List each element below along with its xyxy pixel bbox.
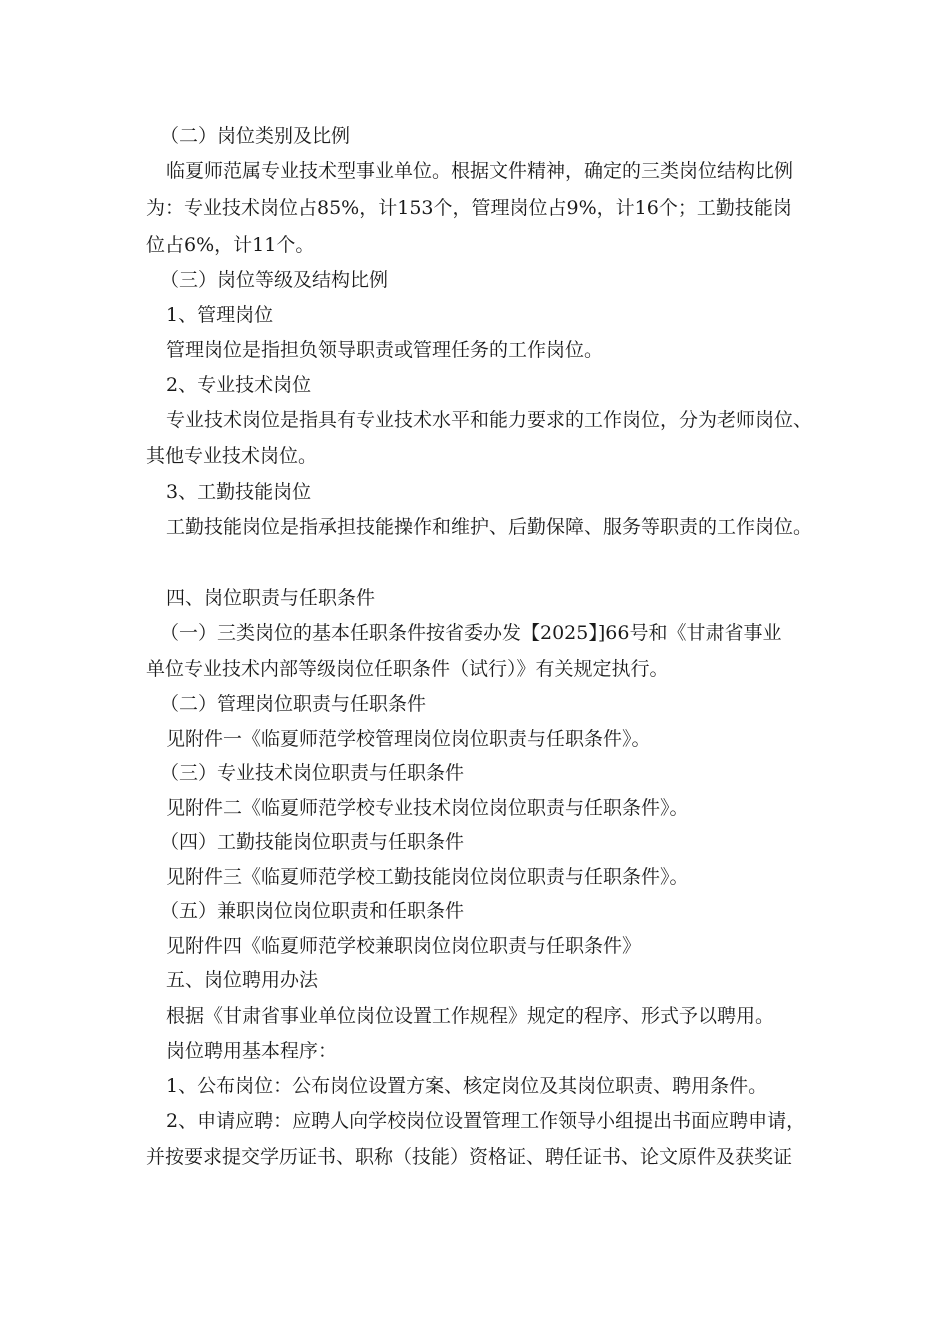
paragraph-line: 见附件二《临夏师范学校专业技术岗位岗位职责与任职条件》。 — [166, 797, 689, 819]
section-heading: （二）管理岗位职责与任职条件 — [160, 693, 427, 715]
paragraph-line: 并按要求提交学历证书、职称（技能）资格证、聘任证书、论文原件及获奖证 — [146, 1146, 793, 1168]
section-heading: （四）工勤技能岗位职责与任职条件 — [160, 831, 465, 853]
list-item: 1、公布岗位：公布岗位设置方案、核定岗位及其岗位职责、聘用条件。 — [166, 1075, 768, 1097]
section-heading: 五、岗位聘用办法 — [166, 969, 319, 991]
list-item: 2、申请应聘：应聘人向学校岗位设置管理工作领导小组提出书面应聘申请， — [166, 1110, 806, 1132]
list-heading: 2、专业技术岗位 — [166, 374, 312, 396]
section-heading: （三）岗位等级及结构比例 — [160, 269, 389, 291]
paragraph-line: 见附件一《临夏师范学校管理岗位岗位职责与任职条件》。 — [166, 728, 651, 750]
paragraph-line: 专业技术岗位是指具有专业技术水平和能力要求的工作岗位，分为老师岗位、 — [166, 409, 813, 431]
paragraph-line: 见附件四《临夏师范学校兼职岗位岗位职责与任职条件》 — [166, 935, 642, 957]
paragraph-line: 根据《甘肃省事业单位岗位设置工作规程》规定的程序、形式予以聘用。 — [166, 1005, 775, 1027]
paragraph-line: 其他专业技术岗位。 — [146, 445, 318, 467]
paragraph-line: 为：专业技术岗位占85%，计153个，管理岗位占9%，计16个；工勤技能岗 — [146, 197, 792, 219]
paragraph-line: 单位专业技术内部等级岗位任职条件（试行）》有关规定执行。 — [146, 658, 669, 680]
paragraph-line: 工勤技能岗位是指承担技能操作和维护、后勤保障、服务等职责的工作岗位。 — [166, 516, 813, 538]
paragraph-line: 临夏师范属专业技术型事业单位。根据文件精神，确定的三类岗位结构比例 — [166, 160, 794, 182]
list-heading: 1、管理岗位 — [166, 304, 274, 326]
section-heading: （二）岗位类别及比例 — [160, 125, 351, 147]
paragraph-line: 管理岗位是指担负领导职责或管理任务的工作岗位。 — [166, 339, 604, 361]
paragraph-line: 岗位聘用基本程序： — [166, 1040, 338, 1062]
list-heading: 3、工勤技能岗位 — [166, 481, 312, 503]
section-heading: （三）专业技术岗位职责与任职条件 — [160, 762, 465, 784]
section-heading: （五）兼职岗位岗位职责和任职条件 — [160, 900, 465, 922]
section-heading: 四、岗位职责与任职条件 — [166, 587, 376, 609]
paragraph-line: 位占6%，计11个。 — [146, 234, 315, 256]
paragraph-line: （一）三类岗位的基本任职条件按省委办发【2025】]66号和《甘肃省事业 — [160, 622, 782, 644]
paragraph-line: 见附件三《临夏师范学校工勤技能岗位岗位职责与任职条件》。 — [166, 866, 689, 888]
